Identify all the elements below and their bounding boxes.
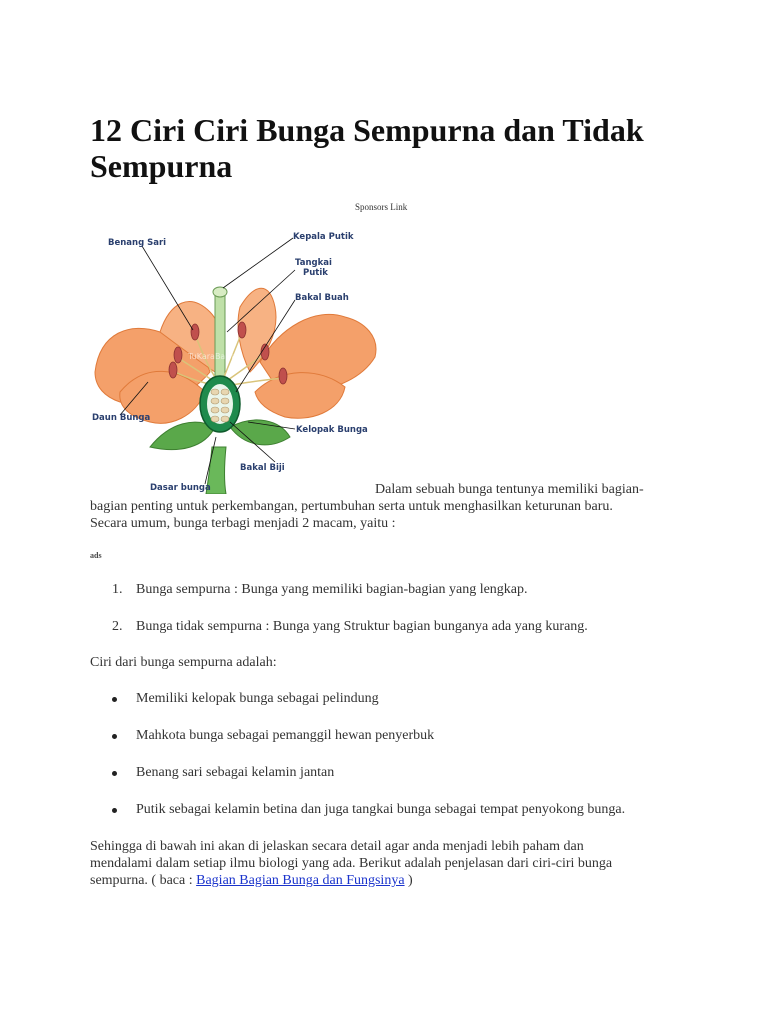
bullet-icon: [112, 734, 117, 739]
ovule: [211, 407, 219, 413]
intro-line-3: Secara umum, bunga terbagi menjadi 2 macam, yaitu :: [90, 516, 396, 531]
stigma: [213, 287, 227, 297]
label-kepala-putik: Kepala Putik: [293, 232, 354, 242]
intro-paragraph: [90, 498, 675, 532]
page-title: 12 Ciri Ciri Bunga Sempurna dan Tidak Sempurna: [90, 112, 644, 184]
list-item-text: Benang sari sebagai kelamin jantan: [136, 765, 335, 780]
label-tangkai-putik-2: Putik: [303, 268, 328, 278]
anther: [169, 362, 177, 378]
label-bakal-buah: Bakal Buah: [295, 293, 349, 303]
ovule: [221, 416, 229, 422]
diagram-watermark: TuKaraBaGan: [188, 352, 242, 361]
anther: [174, 347, 182, 363]
bullet-icon: [112, 808, 117, 813]
label-tangkai-putik-1: Tangkai: [295, 258, 332, 268]
ovule: [211, 416, 219, 422]
ovule: [211, 398, 219, 404]
label-benang-sari: Benang Sari: [108, 238, 167, 248]
intro-line-1: Dalam sebuah bunga tentunya memiliki bagian-: [375, 482, 644, 497]
sponsors-label: Sponsors Link: [355, 202, 408, 212]
closing-line-2: mendalami dalam setiap ilmu biologi yang ada. Berikut adalah penjelasan dari ciri-ciri bunga: [90, 856, 613, 871]
anther: [279, 368, 287, 384]
style: [215, 292, 225, 382]
anther: [191, 324, 199, 340]
label-dasar-bunga: Dasar bunga: [150, 483, 211, 493]
closing-line-3-suffix: ): [404, 873, 413, 888]
sepal-left: [150, 422, 215, 449]
list-item-text: Memiliki kelopak bunga sebagai pelindung: [136, 691, 379, 706]
list-marker: 2.: [112, 619, 123, 634]
list-item-text: Bunga tidak sempurna : Bunga yang Struktur bagian bunganya ada yang kurang.: [136, 619, 588, 634]
list-marker: 1.: [112, 582, 123, 597]
ads-label: ads: [90, 551, 102, 560]
flower-diagram: [90, 222, 380, 494]
label-daun-bunga: Daun Bunga: [92, 413, 151, 423]
intro-line-2: bagian penting untuk perkembangan, pertumbuhan serta untuk menghasilkan keturunan baru.: [90, 499, 613, 514]
ovule: [221, 389, 229, 395]
anther: [238, 322, 246, 338]
ovule: [221, 407, 229, 413]
closing-paragraph: [90, 838, 675, 889]
ovule: [221, 398, 229, 404]
closing-line-1: Sehingga di bawah ini akan di jelaskan secara detail agar anda menjadi lebih paham dan: [90, 839, 584, 854]
ciri-heading: Ciri dari bunga sempurna adalah:: [90, 655, 277, 670]
list-item-text: Mahkota bunga sebagai pemanggil hewan penyerbuk: [136, 728, 435, 743]
list-item-text: Putik sebagai kelamin betina dan juga tangkai bunga sebagai tempat penyokong bunga.: [136, 802, 626, 817]
ovule: [211, 389, 219, 395]
list-item-text: Bunga sempurna : Bunga yang memiliki bagian-bagian yang lengkap.: [136, 582, 528, 597]
label-kelopak-bunga: Kelopak Bunga: [296, 425, 368, 435]
bullet-icon: [112, 697, 117, 702]
bullet-icon: [112, 771, 117, 776]
closing-line-3-prefix: sempurna. ( baca :: [90, 873, 197, 888]
label-bakal-biji: Bakal Biji: [240, 463, 285, 473]
related-article-link[interactable]: Bagian Bagian Bunga dan Fungsinya: [196, 873, 405, 888]
